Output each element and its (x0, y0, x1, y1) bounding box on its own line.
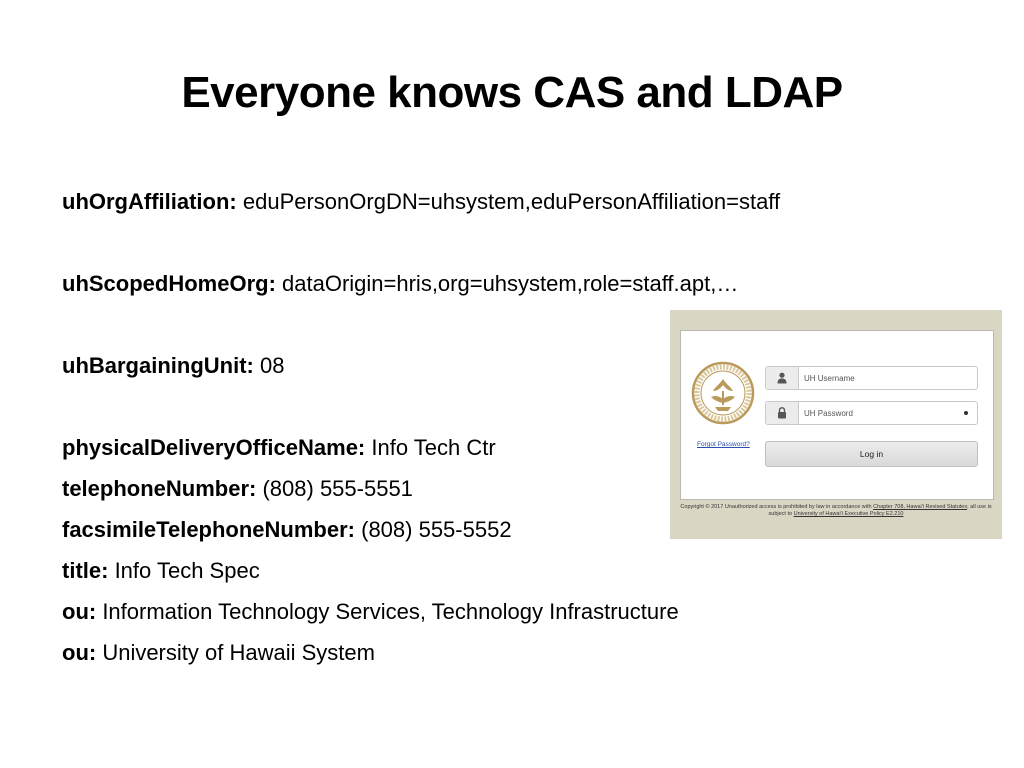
attribute-value: University of Hawaii System (96, 640, 375, 665)
username-icon-box (766, 367, 799, 389)
attribute-line (62, 434, 496, 462)
attribute-value: 08 (253, 353, 285, 378)
attribute-key: physicalDeliveryOfficeName: (62, 435, 366, 460)
attribute-value: (808) 555-5552 (355, 517, 512, 542)
attribute-line (62, 188, 780, 216)
username-input[interactable] (804, 367, 969, 389)
password-field[interactable] (765, 401, 978, 425)
copyright-notice (678, 504, 994, 518)
attribute-value: (808) 555-5551 (256, 476, 413, 501)
attribute-line (62, 598, 679, 626)
statutes-link[interactable]: Chapter 708, Hawai'i Revised Statutes (873, 504, 968, 510)
cas-login-screenshot (670, 310, 1002, 539)
attribute-value: Info Tech Spec (108, 558, 260, 583)
attribute-value: eduPersonOrgDN=uhsystem,eduPersonAffiliation=staff (236, 189, 781, 214)
attribute-value: dataOrigin=hris,org=uhsystem,role=staff.apt,… (275, 271, 739, 296)
attribute-line (62, 475, 413, 503)
user-icon (777, 372, 787, 384)
copyright-mid: ; all use is subject to (768, 504, 992, 517)
login-panel (680, 330, 994, 500)
username-field[interactable] (765, 366, 978, 390)
attribute-line (62, 352, 284, 380)
executive-policy-link[interactable]: University of Hawai'i Executive Policy E2.210 (793, 511, 904, 517)
attribute-key: telephoneNumber: (62, 476, 257, 501)
attribute-key: uhOrgAffiliation: (62, 189, 237, 214)
attribute-value: Info Tech Ctr (365, 435, 496, 460)
attribute-key: title: (62, 558, 109, 583)
attribute-line (62, 516, 512, 544)
slide-title: Everyone knows CAS and LDAP (181, 68, 843, 117)
login-button[interactable]: Log in (765, 441, 978, 467)
password-icon-box (766, 402, 799, 424)
password-reveal-dot-icon (964, 411, 968, 415)
attribute-key: uhScopedHomeOrg: (62, 271, 276, 296)
attribute-value: Information Technology Services, Technology Infrastructure (96, 599, 679, 624)
copyright-text: Copyright © 2017 Unauthorized access is prohibited by law in accordance with (680, 504, 874, 510)
attribute-line (62, 270, 738, 298)
attribute-key: facsimileTelephoneNumber: (62, 517, 355, 542)
attribute-line (62, 557, 260, 585)
password-input[interactable] (804, 402, 969, 424)
attribute-line (62, 639, 375, 667)
lock-icon (777, 407, 787, 419)
attribute-key: ou: (62, 640, 97, 665)
attribute-key: uhBargainingUnit: (62, 353, 254, 378)
forgot-password-link[interactable]: Forgot Password? (697, 441, 750, 448)
attribute-key: ou: (62, 599, 97, 624)
university-seal-logo (691, 361, 755, 425)
